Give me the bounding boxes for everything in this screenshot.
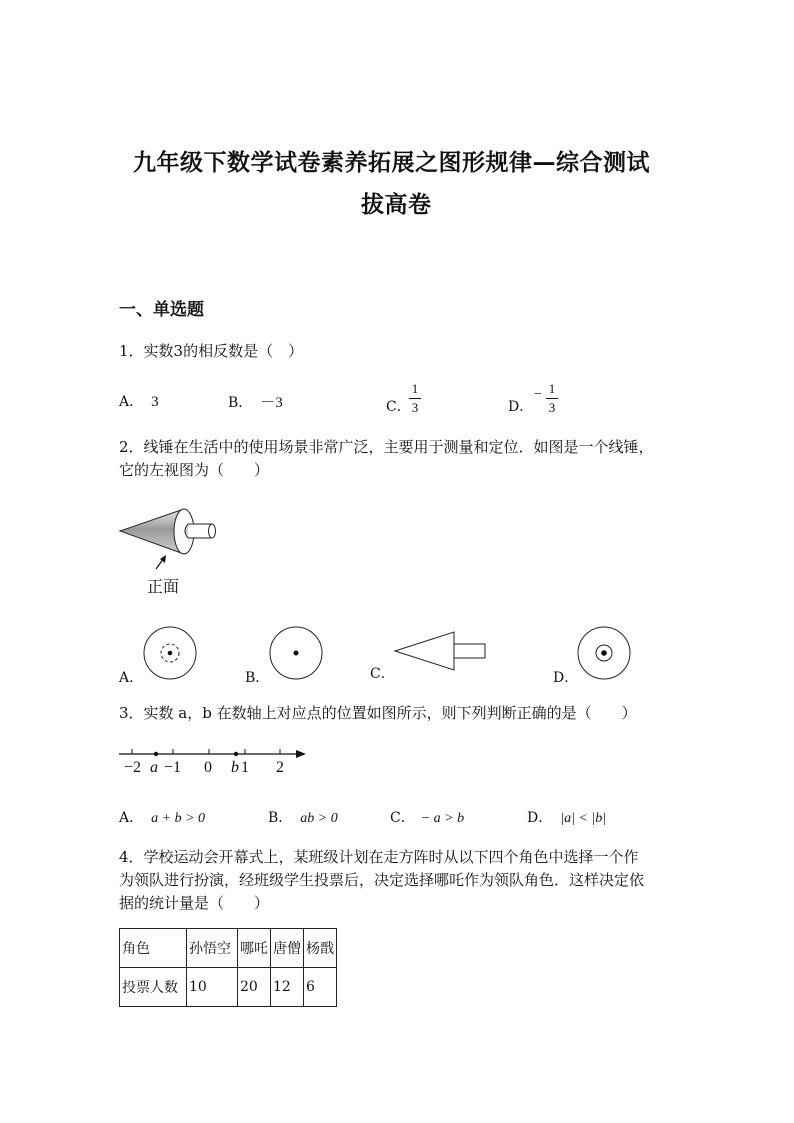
q2-option-d-figure[interactable] <box>576 625 632 681</box>
q2-option-d-label[interactable]: D． <box>553 670 579 686</box>
table-cell: 杨戬 <box>304 929 337 968</box>
q1-option-c-fraction <box>409 381 421 416</box>
vote-table <box>119 928 337 1007</box>
axis-label-0: 0 <box>204 759 212 776</box>
front-view-label: 正面 <box>147 577 180 596</box>
axis-label-2: 2 <box>276 759 284 776</box>
table-row <box>120 929 337 968</box>
option-label: A． <box>119 810 144 826</box>
q3-option-b[interactable] <box>268 807 338 827</box>
q2-option-b-label[interactable]: B． <box>245 670 270 686</box>
table-cell: 孙悟空 <box>187 929 238 968</box>
fraction-bar <box>409 398 421 399</box>
question-4-stem-line3: 据的统计量是（ ） <box>119 894 270 912</box>
q1-option-c[interactable] <box>386 396 411 416</box>
q3-option-d[interactable] <box>527 807 606 827</box>
q2-option-a-figure[interactable] <box>142 625 198 681</box>
q3-option-c[interactable] <box>390 807 464 827</box>
table-cell: 投票人数 <box>120 968 187 1007</box>
q1-option-d[interactable] <box>508 396 533 416</box>
table-cell: 唐僧 <box>271 929 304 968</box>
axis-label-b: b <box>231 759 239 776</box>
q2-option-c-figure[interactable] <box>392 628 488 674</box>
fraction-denominator: 3 <box>411 400 419 415</box>
q3-option-a[interactable] <box>119 807 205 827</box>
q2-option-c-label[interactable]: C． <box>370 666 395 682</box>
question-2-stem-line2: 它的左视图为（ ） <box>119 461 270 479</box>
axis-label-neg2: −2 <box>124 759 142 776</box>
table-cell: 12 <box>271 968 304 1007</box>
table-row <box>120 968 337 1007</box>
option-expression: a + b > 0 <box>151 811 206 826</box>
page-title-line2: 拔高卷 <box>361 192 432 218</box>
table-cell: 角色 <box>120 929 187 968</box>
option-label: B． <box>228 395 253 411</box>
table-cell: 20 <box>238 968 271 1007</box>
fraction-numerator: 1 <box>411 381 419 396</box>
option-label: B． <box>268 810 293 826</box>
question-2-stem-line1: 2．线锤在生活中的使用场景非常广泛，主要用于测量和定位．如图是一个线锤， <box>119 438 654 456</box>
option-value: －3 <box>260 395 283 411</box>
option-expression: ab > 0 <box>300 811 338 826</box>
section-title: 一、单选题 <box>119 300 204 320</box>
table-cell: 6 <box>304 968 337 1007</box>
q2-option-b-figure[interactable] <box>268 625 324 681</box>
q2-option-a-label[interactable]: A． <box>119 670 144 686</box>
axis-label-neg1: −1 <box>164 759 182 776</box>
fraction-bar <box>546 398 558 399</box>
option-label: D． <box>527 810 553 826</box>
option-label: C． <box>390 810 415 826</box>
q1-option-d-fraction <box>546 381 558 416</box>
axis-label-a: a <box>150 759 158 776</box>
question-3-stem: 3．实数 a，b 在数轴上对应点的位置如图所示，则下列判断正确的是（ ） <box>119 704 637 722</box>
q1-option-a[interactable] <box>119 391 159 411</box>
option-label: C． <box>386 399 411 415</box>
option-label: D． <box>508 399 534 415</box>
option-label: A． <box>119 394 144 410</box>
fraction-numerator: 1 <box>548 381 556 396</box>
question-4-stem-line1: 4．学校运动会开幕式上，某班级计划在走方阵时从以下四个角色中选择一个作 <box>119 848 639 866</box>
axis-label-1: 1 <box>241 759 249 776</box>
question-1-stem: 1．实数3的相反数是（ ） <box>119 342 304 360</box>
q1-option-b[interactable] <box>228 391 283 412</box>
option-expression: |a| < |b| <box>560 811 607 826</box>
q1-option-d-sign: − <box>534 387 542 402</box>
option-value: 3 <box>151 394 159 410</box>
fraction-denominator: 3 <box>548 400 556 415</box>
option-expression: − a > b <box>420 811 465 826</box>
plumb-bob-figure <box>112 503 232 573</box>
table-cell: 10 <box>187 968 238 1007</box>
question-4-stem-line2: 为领队进行扮演，经班级学生投票后，决定选择哪吒作为领队角色．这样决定依 <box>119 871 645 889</box>
table-cell: 哪吒 <box>238 929 271 968</box>
page-title-line1: 九年级下数学试卷素养拓展之图形规律—综合测试 <box>133 150 650 176</box>
